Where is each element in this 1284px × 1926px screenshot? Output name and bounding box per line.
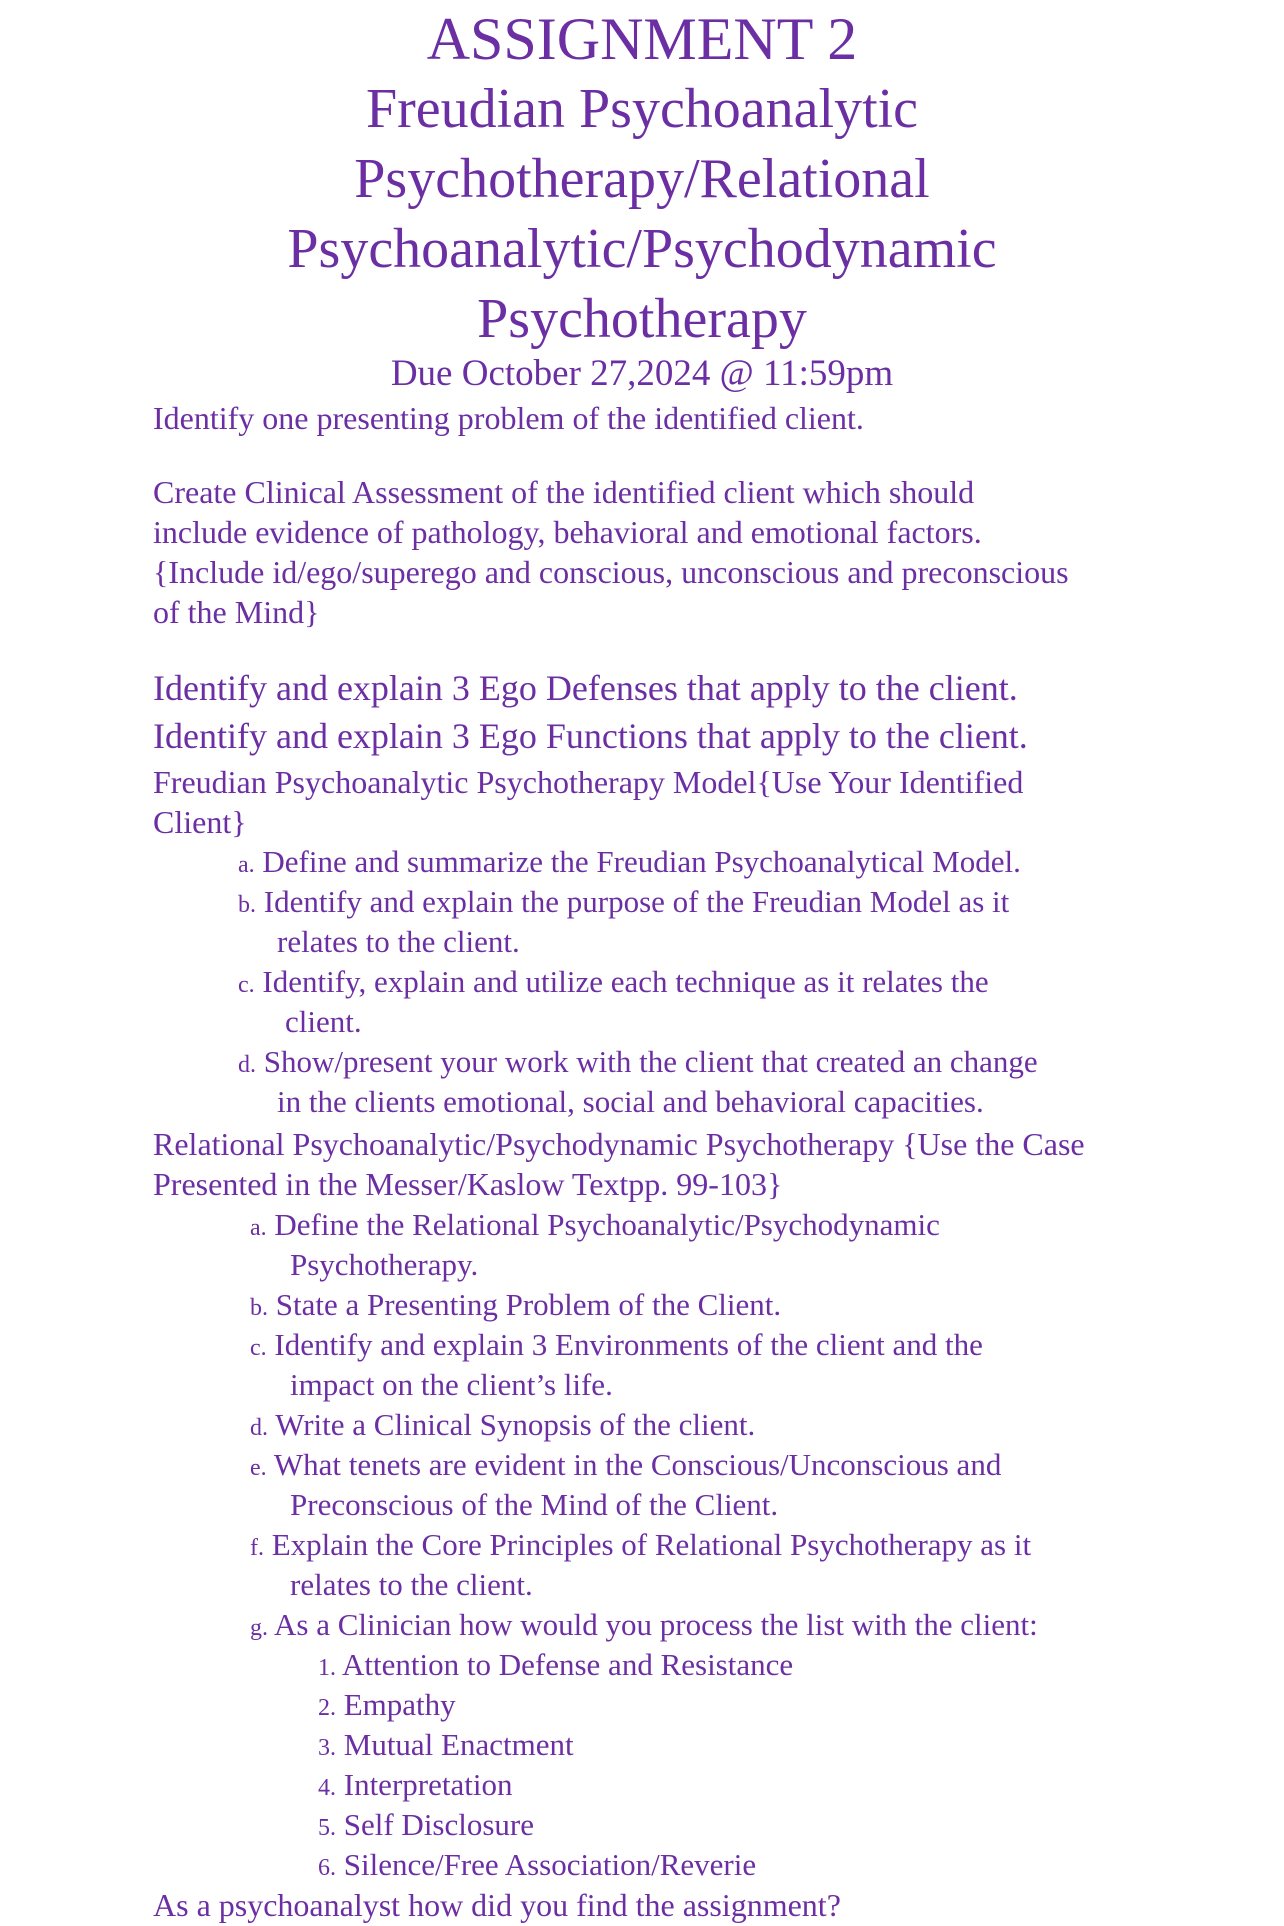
list-marker: c.	[238, 972, 255, 998]
list-item-text: Write a Clinical Synopsis of the client.	[275, 1407, 756, 1442]
list-item-text: Explain the Core Principles of Relational Psychotherapy as it	[271, 1527, 1032, 1562]
numbered-item-text: Self Disclosure	[343, 1807, 535, 1842]
list-marker: a.	[238, 852, 255, 878]
list-marker: d.	[238, 1052, 256, 1078]
title-line-1: Freudian Psychoanalytic	[365, 78, 919, 140]
numbered-item	[318, 1685, 456, 1728]
list-item-text: Identify and explain 3 Environments of the client and the	[274, 1327, 983, 1362]
number-marker: 3.	[318, 1735, 336, 1761]
list-item	[250, 1285, 781, 1328]
list-item	[250, 1605, 1038, 1648]
list-item	[238, 1042, 1038, 1085]
list-item	[250, 1405, 755, 1448]
freudian-heading-line-1: Freudian Psychoanalytic Psychotherapy Model{Use Your Identified	[153, 764, 1024, 800]
title-line-2: Psychotherapy/Relational	[354, 148, 930, 210]
list-item	[250, 1445, 1001, 1488]
list-marker: d.	[250, 1415, 268, 1441]
list-item-text: Identify, explain and utilize each technique as it relates the	[262, 964, 989, 999]
list-item-continuation: client.	[285, 1004, 362, 1039]
ego-defenses-instruction: Identify and explain 3 Ego Defenses that apply to the client.	[153, 668, 1018, 708]
list-marker: c.	[250, 1335, 267, 1361]
list-item	[238, 842, 1021, 885]
closing-question: As a psychoanalyst how did you find the assignment?	[153, 1887, 841, 1923]
numbered-item-text: Silence/Free Association/Reverie	[343, 1847, 757, 1882]
number-marker: 4.	[318, 1775, 336, 1801]
numbered-item-text: Mutual Enactment	[343, 1727, 574, 1762]
list-item-continuation: relates to the client.	[277, 924, 520, 959]
number-marker: 5.	[318, 1815, 336, 1841]
list-marker: g.	[250, 1615, 268, 1641]
numbered-item-text: Attention to Defense and Resistance	[342, 1647, 794, 1682]
list-marker: a.	[250, 1215, 267, 1241]
list-item-continuation: Psychotherapy.	[290, 1247, 479, 1282]
title-line-3: Psychoanalytic/Psychodynamic	[287, 218, 997, 280]
assessment-line-4: of the Mind}	[153, 594, 320, 630]
list-item	[250, 1525, 1031, 1568]
list-marker: e.	[250, 1455, 267, 1481]
list-marker: b.	[250, 1295, 268, 1321]
list-marker: b.	[238, 892, 256, 918]
list-item-continuation: relates to the client.	[290, 1567, 533, 1602]
numbered-item	[318, 1725, 574, 1768]
assessment-line-3: {Include id/ego/superego and conscious, unconscious and preconscious	[153, 554, 1069, 590]
list-item-text: Define the Relational Psychoanalytic/Psychodynamic	[274, 1207, 940, 1242]
list-item-continuation: Preconscious of the Mind of the Client.	[290, 1487, 779, 1522]
assessment-line-1: Create Clinical Assessment of the identified client which should	[153, 474, 975, 510]
list-item-continuation: in the clients emotional, social and behavioral capacities.	[277, 1084, 984, 1119]
list-item-continuation: impact on the client’s life.	[290, 1367, 613, 1402]
list-item	[250, 1205, 940, 1248]
numbered-item-text: Empathy	[343, 1687, 456, 1722]
relational-heading-line-1: Relational Psychoanalytic/Psychodynamic Psychotherapy {Use the Case	[153, 1126, 1085, 1162]
numbered-item	[318, 1805, 534, 1848]
list-item-text: Identify and explain the purpose of the Freudian Model as it	[263, 884, 1010, 919]
freudian-heading-line-2: Client}	[153, 804, 247, 840]
ego-functions-instruction: Identify and explain 3 Ego Functions that apply to the client.	[153, 716, 1028, 756]
assignment-title: ASSIGNMENT 2	[426, 6, 858, 72]
assessment-line-2: include evidence of pathology, behavioral and emotional factors.	[153, 514, 982, 550]
title-line-4: Psychotherapy	[477, 288, 807, 350]
relational-heading-line-2: Presented in the Messer/Kaslow Textpp. 99-103}	[153, 1166, 783, 1202]
due-date: Due October 27,2024 @ 11:59pm	[390, 353, 894, 394]
list-item-text: Define and summarize the Freudian Psychoanalytical Model.	[262, 844, 1021, 879]
list-marker: f.	[250, 1535, 264, 1561]
numbered-item	[318, 1845, 756, 1888]
number-marker: 2.	[318, 1695, 336, 1721]
number-marker: 6.	[318, 1855, 336, 1881]
list-item	[238, 962, 989, 1005]
list-item-text: What tenets are evident in the Conscious/Unconscious and	[273, 1447, 1002, 1482]
list-item	[250, 1325, 983, 1368]
list-item	[238, 882, 1009, 925]
numbered-item	[318, 1765, 512, 1808]
list-item-text: As a Clinician how would you process the list with the client:	[274, 1607, 1038, 1642]
presenting-problem-instruction: Identify one presenting problem of the identified client.	[153, 400, 864, 436]
numbered-item-text: Interpretation	[343, 1767, 513, 1802]
numbered-item	[318, 1645, 793, 1688]
list-item-text: Show/present your work with the client that created an change	[263, 1044, 1038, 1079]
number-marker: 1.	[318, 1655, 336, 1681]
list-item-text: State a Presenting Problem of the Client.	[275, 1287, 782, 1322]
